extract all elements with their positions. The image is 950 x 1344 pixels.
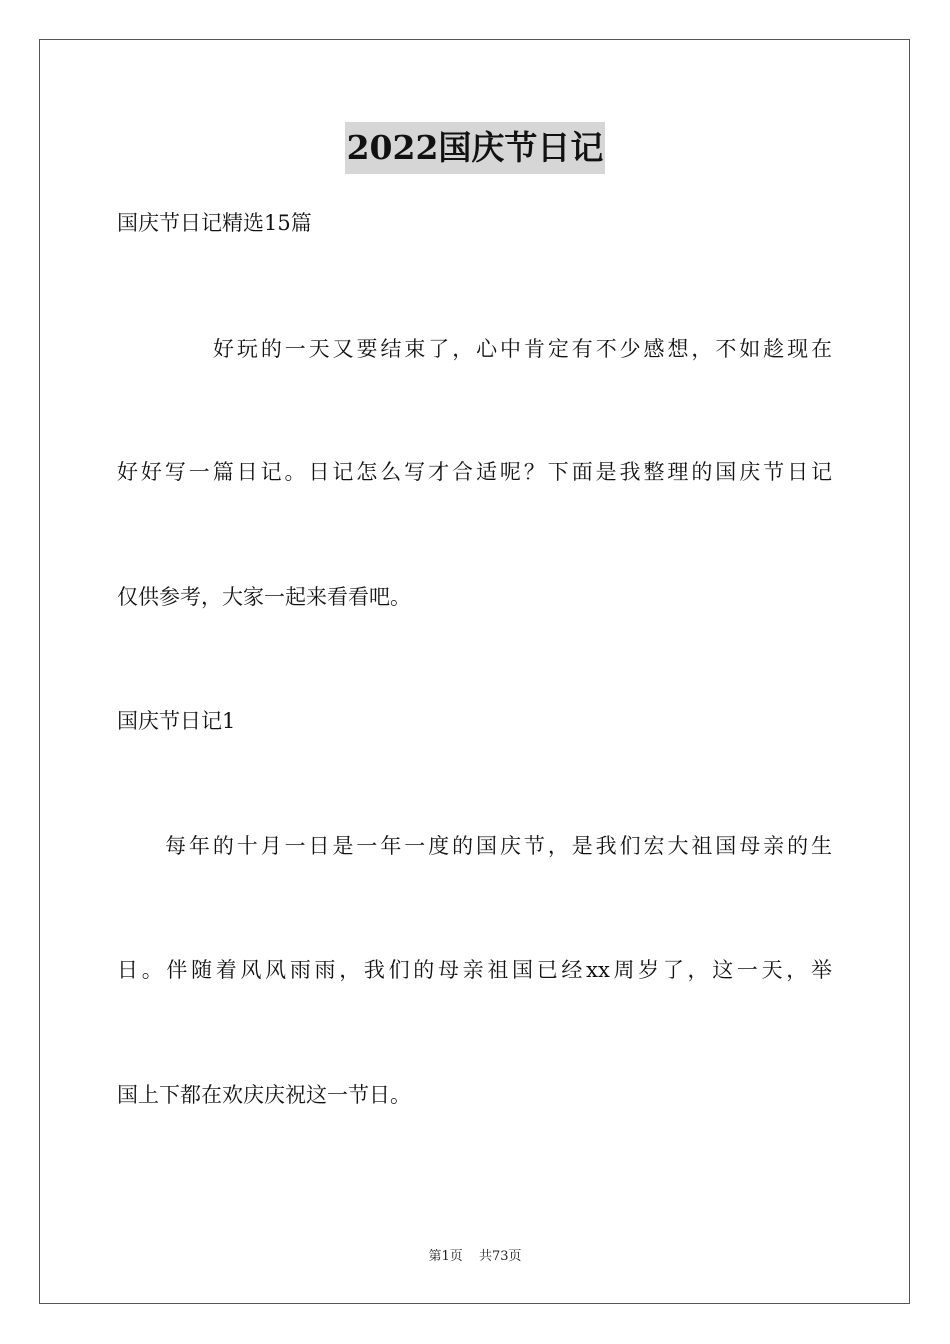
page-number: 第1页 bbox=[428, 1249, 463, 1264]
document-subtitle: 国庆节日记精选15篇 bbox=[117, 211, 312, 235]
intro-line-1: 好玩的一天又要结束了，心中肯定有不少感想，不如趁现在 bbox=[213, 337, 832, 361]
title-container bbox=[0, 122, 950, 174]
page-total: 共73页 bbox=[478, 1249, 522, 1264]
intro-line-2: 好好写一篇日记。日记怎么写才合适呢？下面是我整理的国庆节日记 bbox=[117, 460, 832, 484]
document-title: 2022国庆节日记 bbox=[345, 122, 606, 174]
body-line-3: 国上下都在欢庆庆祝这一节日。 bbox=[117, 1083, 411, 1107]
intro-line-3: 仅供参考，大家一起来看看吧。 bbox=[117, 585, 411, 609]
body-line-2: 日。伴随着风风雨雨，我们的母亲祖国已经xx周岁了，这一天，举 bbox=[117, 958, 832, 982]
section-heading: 国庆节日记1 bbox=[117, 709, 236, 733]
page-footer bbox=[0, 1245, 950, 1264]
body-line-1: 每年的十月一日是一年一度的国庆节，是我们宏大祖国母亲的生 bbox=[165, 834, 832, 858]
